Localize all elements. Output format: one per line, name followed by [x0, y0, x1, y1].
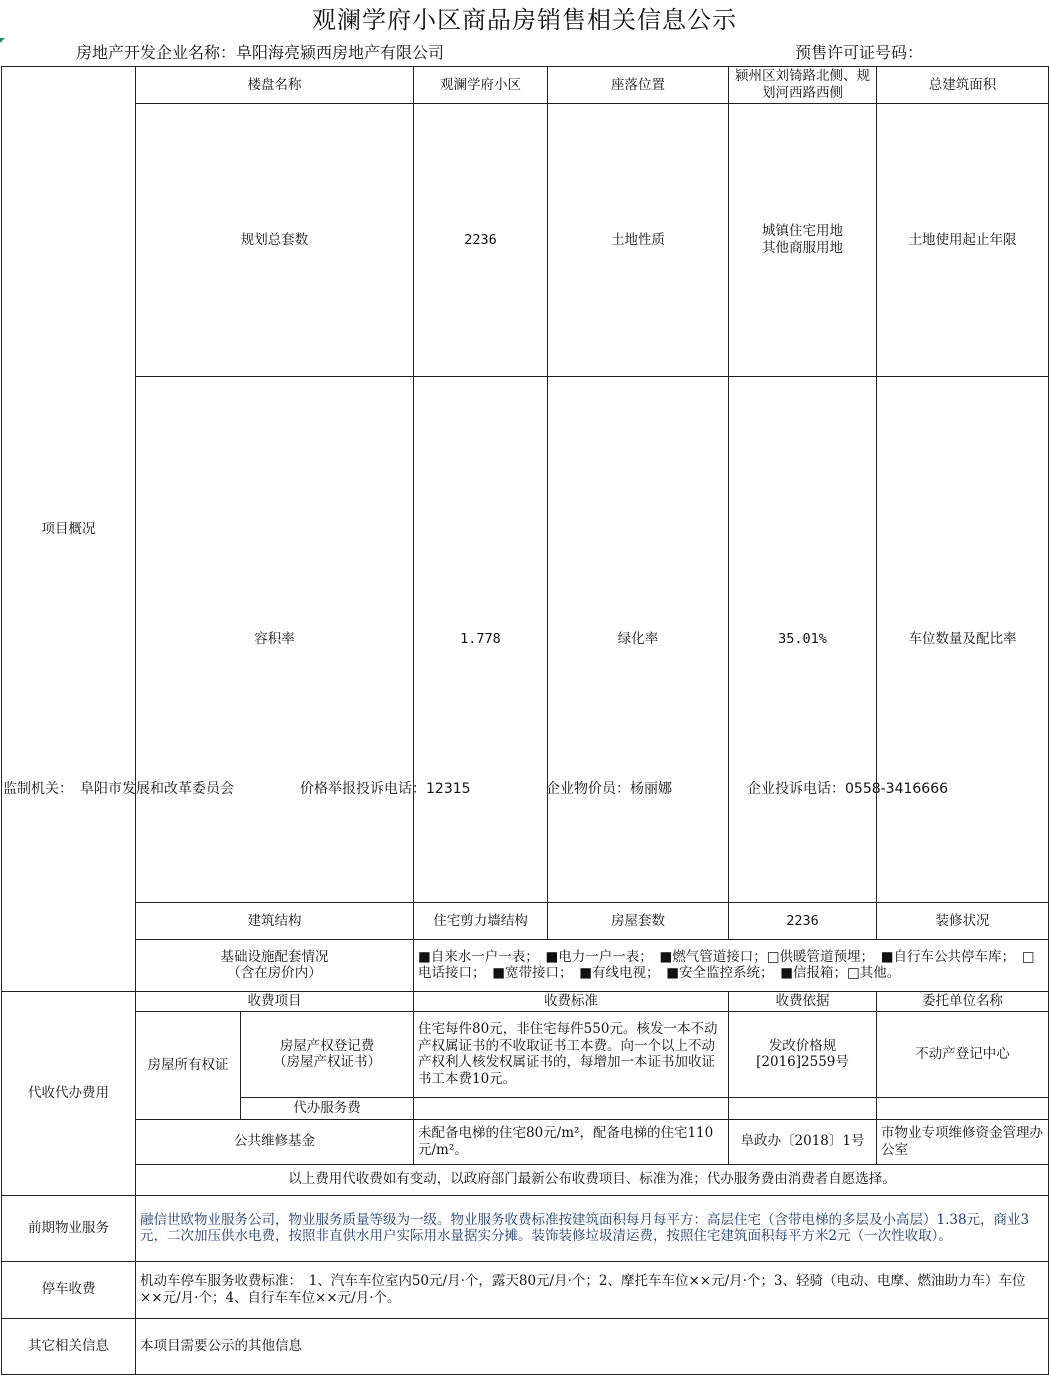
maint-fund-standard: 未配备电梯的住宅80元/m²，配备电梯的住宅110元/m²。: [414, 1119, 729, 1164]
table-row: [2, 67, 1049, 104]
maint-fund-label: 公共维修基金: [136, 1119, 414, 1164]
other-text: 本项目需要公示的其他信息: [136, 1318, 1049, 1374]
project-name-label: 楼盘名称: [136, 67, 414, 104]
structure-value: 住宅剪力墙结构: [414, 903, 548, 940]
total-area-label: 总建筑面积: [877, 67, 1049, 104]
agent-fee-label: 代办服务费: [241, 1097, 414, 1119]
facilities-label: 基础设施配套情况 （含在房价内）: [136, 939, 414, 991]
reg-fee-basis: 发改价格规 [2016]2559号: [729, 1011, 877, 1097]
green-label: 绿化率: [548, 377, 729, 903]
units-value: 2236: [729, 903, 877, 940]
table-row: [2, 939, 1049, 991]
table-row: [2, 991, 1049, 1011]
table-row: [2, 377, 1049, 903]
info-table: [1, 66, 1049, 1375]
land-nature-label: 土地性质: [548, 104, 729, 377]
reg-fee-agency: 不动产登记中心: [877, 1011, 1049, 1097]
far-label: 容积率: [136, 377, 414, 903]
table-row: [2, 1164, 1049, 1195]
fees-col-basis: 收费依据: [729, 991, 877, 1011]
reg-fee-label: 房屋产权登记费 （房屋产权证书）: [241, 1011, 414, 1097]
location-value: 颍州区刘锜路北侧、规划河西路西侧: [729, 67, 877, 104]
land-nature-value: 城镇住宅用地 其他商服用地: [729, 104, 877, 377]
property-right-label: 房屋所有权证: [136, 1011, 241, 1119]
section-label-property-service: 前期物业服务: [2, 1195, 136, 1261]
table-row: [2, 104, 1049, 377]
facilities-value: ■自来水一户一表； ■电力一户一表； ■燃气管道接口；□供暖管道预埋； ■自行车公共停车库； □电话接口； ■宽带接口； ■有线电视； ■安全监控系统； ■信报箱；□其他。: [414, 939, 1049, 991]
cell-marker: [0, 38, 5, 43]
agent-fee-basis: [729, 1097, 877, 1119]
land-period-label: 土地使用起止年限: [877, 104, 1049, 377]
structure-label: 建筑结构: [136, 903, 414, 940]
maint-fund-agency: 市物业专项维修资金管理办公室: [877, 1119, 1049, 1164]
fees-col-standard: 收费标准: [414, 991, 729, 1011]
developer-line: [76, 40, 444, 66]
section-label-overview: 项目概况: [2, 67, 136, 992]
table-row: [2, 1011, 1049, 1097]
maint-fund-basis: 阜政办〔2018〕1号: [729, 1119, 877, 1164]
footer-complaint: 企业投诉电话：0558-3416666: [747, 781, 949, 797]
fees-notice: 以上费用代收费如有变动，以政府部门最新公布收费项目、标准为准；代办服务费由消费者自愿选择。: [136, 1164, 1049, 1195]
total-units-label: 规划总套数: [136, 104, 414, 377]
table-row: [2, 903, 1049, 940]
decoration-label: 装修状况: [877, 903, 1049, 940]
project-name: 观澜学府小区: [414, 67, 548, 104]
page-title: 观澜学府小区商品房销售相关信息公示: [312, 6, 737, 34]
footer-price-officer: 企业物价员：杨丽娜: [546, 781, 672, 797]
agent-fee-agency: [877, 1097, 1049, 1119]
section-label-parking-fee: 停车收费: [2, 1261, 136, 1318]
fees-col-agency: 委托单位名称: [877, 991, 1049, 1011]
table-row: [2, 1195, 1049, 1261]
total-units-value: 2236: [414, 104, 548, 377]
section-label-other: 其它相关信息: [2, 1318, 136, 1374]
parking-fee-text: 机动车停车服务收费标准： 1、汽车车位室内50元/月·个，露天80元/月·个；2、摩托车车位××元/月·个；3、轻骑（电动、电摩、燃油助力车）车位××元/月·个；4、自行车车位××元/月·个。: [136, 1261, 1049, 1318]
green-value: 35.01%: [729, 377, 877, 903]
developer-label: 房地产开发企业名称：: [76, 43, 237, 62]
table-row: [2, 1119, 1049, 1164]
location-label: 座落位置: [548, 67, 729, 104]
fees-col-item: 收费项目: [136, 991, 414, 1011]
developer-name: 阜阳海亮颍西房地产有限公司: [236, 43, 445, 62]
reg-fee-standard: 住宅每件80元，非住宅每件550元。核发一本不动产权属证书的不收取证书工本费。向一个以上不动产权利人核发权属证书的，每增加一本证书加收证书工本费10元。: [414, 1011, 729, 1097]
property-service-text: 融信世欧物业服务公司，物业服务质量等级为一级。物业服务收费标准按建筑面积每月每平方：高层住宅（含带电梯的多层及小高层）1.38元，商业3元，二次加压供水电费，按照非直供水用户实际用水量据实分摊。装饰装修垃圾清运费，按照住宅建筑面积每平方米2元（一次性收取）。: [136, 1195, 1049, 1261]
footer-authority: 监制机关： 阜阳市发展和改革委员会: [3, 781, 234, 797]
footer-hotline: 价格举报投诉电话：12315: [300, 781, 471, 797]
far-value: 1.778: [414, 377, 548, 903]
section-label-fees: 代收代办费用: [2, 991, 136, 1195]
parking-label: 车位数量及配比率: [877, 377, 1049, 903]
table-row: [2, 1318, 1049, 1374]
table-row: [2, 1261, 1049, 1318]
units-label: 房屋套数: [548, 903, 729, 940]
permit-label: 预售许可证号码：: [795, 43, 924, 62]
agent-fee-standard: [414, 1097, 729, 1119]
